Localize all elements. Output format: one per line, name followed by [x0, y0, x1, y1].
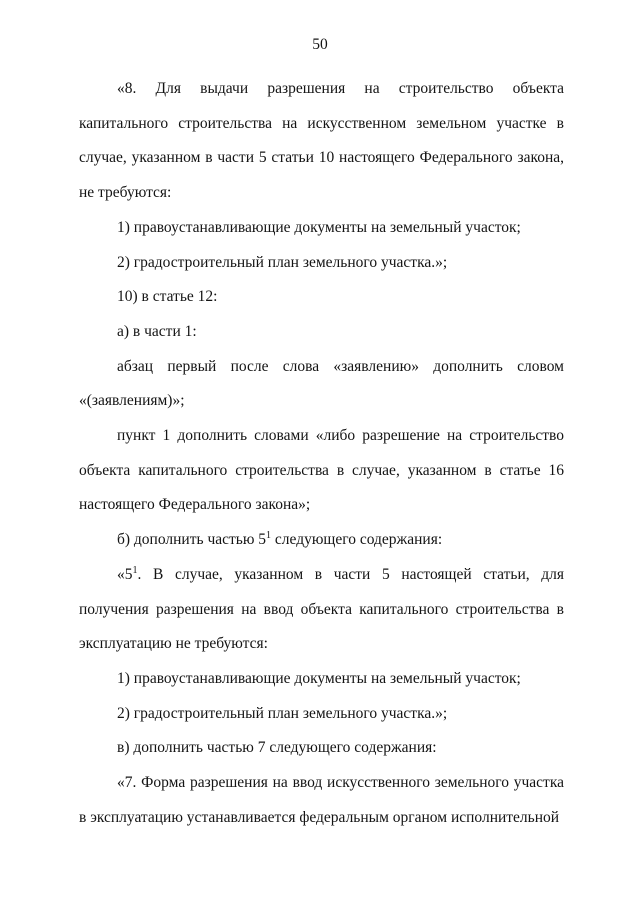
document-body: [79, 72, 564, 835]
paragraph-part-7: «7. Форма разрешения на ввод искусственного земельного участка в эксплуатацию устанавливается федеральным органом исполнительной: [79, 774, 564, 826]
paragraph-subitem-b: [79, 523, 564, 558]
superscript: 1: [132, 564, 138, 576]
paragraph-text: б) дополнить частью 5: [117, 531, 267, 549]
superscript: 1: [266, 530, 272, 542]
paragraph-part-5-1: [79, 558, 564, 662]
page-number: 50: [312, 36, 328, 53]
paragraph-abzac: абзац первый после слова «заявлению» дополнить словом «(заявлениям)»;: [79, 357, 564, 410]
paragraph-list-item-1: 1) правоустанавливающие документы на земельный участок;: [117, 218, 521, 236]
paragraph-punkt-1: пункт 1 дополнить словами «либо разрешение на строительство объекта капитального строительства в случае, указанном в статье 16 настоящего Федерального закона»;: [79, 427, 564, 514]
paragraph-text: «5: [117, 565, 133, 583]
paragraph-item-8: «8. Для выдачи разрешения на строительство объекта капитального строительства на искусственном земельном участке в случае, указанном в части 5 статьи 10 настоящего Федерального закона, не требуются:: [79, 80, 564, 202]
paragraph-item-10: 10) в статье 12:: [117, 288, 218, 306]
paragraph-list-item-2: 2) градостроительный план земельного участка.»;: [117, 253, 448, 271]
paragraph-text: следующего содержания:: [271, 531, 443, 549]
paragraph-list-item-2: 2) градостроительный план земельного участка.»;: [117, 704, 448, 722]
paragraph-list-item-1: 1) правоустанавливающие документы на земельный участок;: [117, 669, 521, 687]
paragraph-subitem-v: в) дополнить частью 7 следующего содержания:: [117, 739, 437, 757]
paragraph-text: . В случае, указанном в части 5 настоящей статьи, для получения разрешения на ввод объекта капитального строительства в эксплуатацию не требуются:: [79, 565, 564, 653]
paragraph-subitem-a: а) в части 1:: [117, 322, 197, 340]
